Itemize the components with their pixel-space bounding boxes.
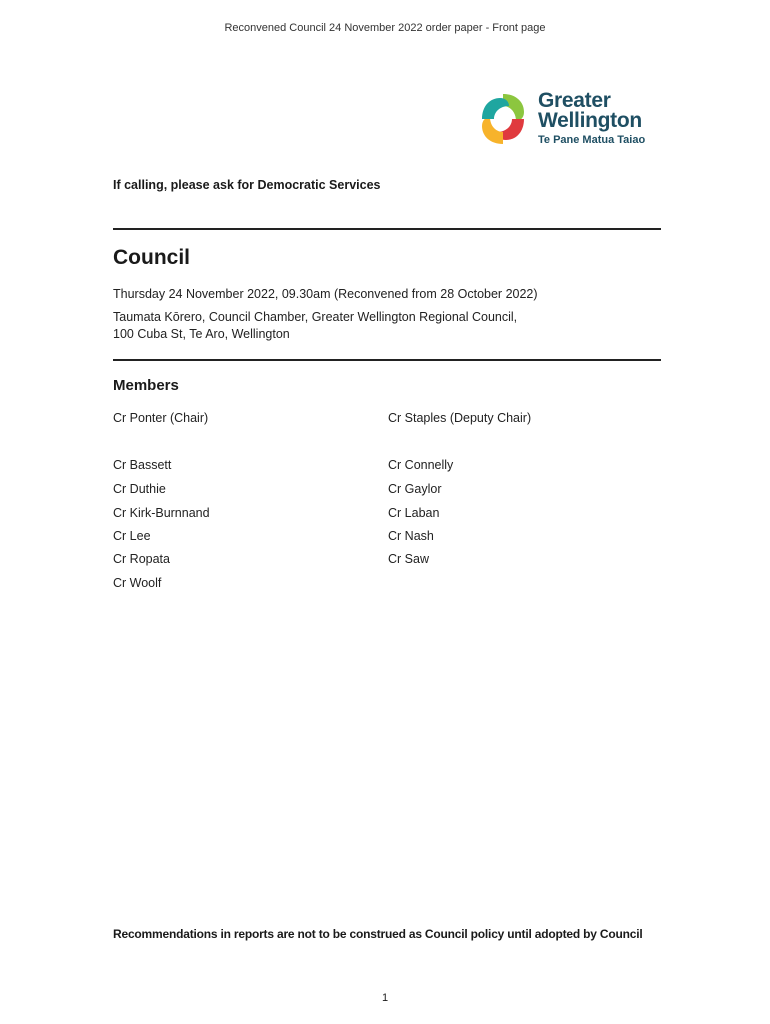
greater-wellington-logo	[472, 88, 672, 152]
member-right-1: Cr Connelly	[388, 458, 454, 472]
member-left-3: Cr Kirk-Burnnand	[113, 506, 210, 520]
swirl-logo-icon	[472, 88, 534, 150]
member-left-6: Cr Woolf	[113, 576, 162, 590]
logo-wordmark-line2: Wellington	[538, 109, 642, 132]
member-left-2: Cr Duthie	[113, 482, 166, 496]
divider-top	[113, 228, 661, 230]
members-heading: Members	[113, 377, 179, 394]
member-right-5: Cr Saw	[388, 552, 429, 566]
member-left-4: Cr Lee	[113, 529, 151, 543]
member-deputy-chair: Cr Staples (Deputy Chair)	[388, 411, 532, 425]
meeting-venue-line2: 100 Cuba St, Te Aro, Wellington	[113, 327, 290, 341]
logo-wordmark-line1: Greater	[538, 89, 611, 112]
policy-disclaimer: Recommendations in reports are not to be construed as Council policy until adopted by Council	[113, 927, 643, 941]
running-header: Reconvened Council 24 November 2022 order paper - Front page	[224, 22, 546, 34]
contact-note: If calling, please ask for Democratic Services	[113, 178, 381, 192]
member-chair: Cr Ponter (Chair)	[113, 411, 209, 425]
meeting-venue-line1: Taumata Kōrero, Council Chamber, Greater Wellington Regional Council,	[113, 310, 518, 324]
divider-bottom	[113, 359, 661, 361]
meeting-title: Council	[113, 246, 190, 269]
member-right-3: Cr Laban	[388, 506, 440, 520]
member-left-5: Cr Ropata	[113, 552, 170, 566]
meeting-date: Thursday 24 November 2022, 09.30am (Reconvened from 28 October 2022)	[113, 287, 538, 301]
page-number: 1	[381, 992, 389, 1004]
logo-tagline: Te Pane Matua Taiao	[538, 134, 646, 146]
member-left-1: Cr Bassett	[113, 458, 172, 472]
member-right-4: Cr Nash	[388, 529, 434, 543]
member-right-2: Cr Gaylor	[388, 482, 442, 496]
